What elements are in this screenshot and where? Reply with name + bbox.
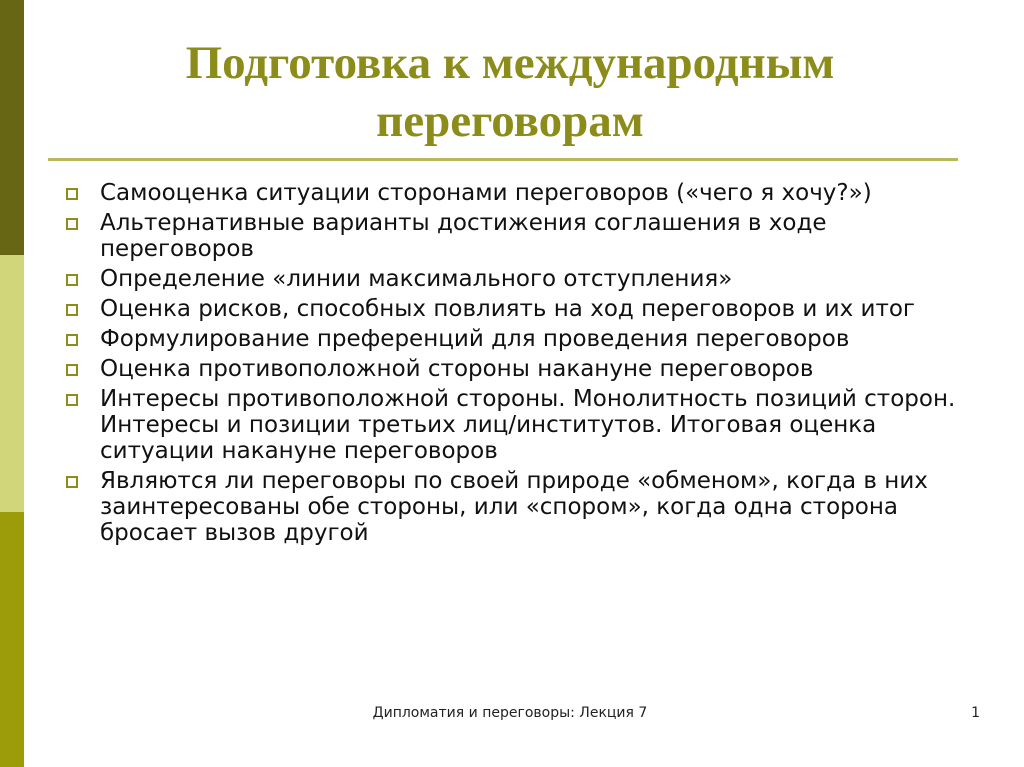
square-bullet-icon xyxy=(66,476,78,488)
side-bar-mid xyxy=(0,512,24,767)
square-bullet-icon xyxy=(66,394,78,406)
square-bullet-icon xyxy=(66,304,78,316)
slide-title: Подготовка к международным переговорам xyxy=(185,37,835,147)
list-item-text: Оценка рисков, способных повлиять на ход переговоров и их итог xyxy=(100,296,915,322)
list-item xyxy=(62,468,962,546)
list-item-text: Определение «линии максимального отступления» xyxy=(100,266,733,292)
square-bullet-icon xyxy=(66,188,78,200)
square-bullet-icon xyxy=(66,364,78,376)
list-item-text: Интересы противоположной стороны. Монолитность позиций сторон. Интересы и позиции третьих лиц/институтов. Итоговая оценка ситуации накануне переговоров xyxy=(100,386,956,464)
footer-text: Дипломатия и переговоры: Лекция 7 xyxy=(372,705,648,721)
side-bar-dark xyxy=(0,0,24,255)
list-item-text: Формулирование преференций для проведения переговоров xyxy=(100,326,850,352)
list-item xyxy=(62,296,962,322)
list-item-text: Оценка противоположной стороны накануне переговоров xyxy=(100,356,814,382)
list-item xyxy=(62,266,962,292)
list-item-text: Альтернативные варианты достижения соглашения в ходе переговоров xyxy=(100,210,827,262)
square-bullet-icon xyxy=(66,334,78,346)
side-bar-light xyxy=(0,255,24,512)
list-item xyxy=(62,210,962,262)
list-item-text: Самооценка ситуации сторонами переговоров («чего я хочу?») xyxy=(100,180,872,206)
square-bullet-icon xyxy=(66,274,78,286)
title-divider xyxy=(48,158,958,161)
list-item xyxy=(62,326,962,352)
page-number: 1 xyxy=(971,705,980,721)
list-item xyxy=(62,180,962,206)
square-bullet-icon xyxy=(66,218,78,230)
list-item-text: Являются ли переговоры по своей природе «обменом», когда в них заинтересованы обе стороны, или «спором», когда одна сторона бросает вызов другой xyxy=(100,468,928,546)
list-item xyxy=(62,386,962,464)
bullet-list xyxy=(62,180,962,550)
list-item xyxy=(62,356,962,382)
